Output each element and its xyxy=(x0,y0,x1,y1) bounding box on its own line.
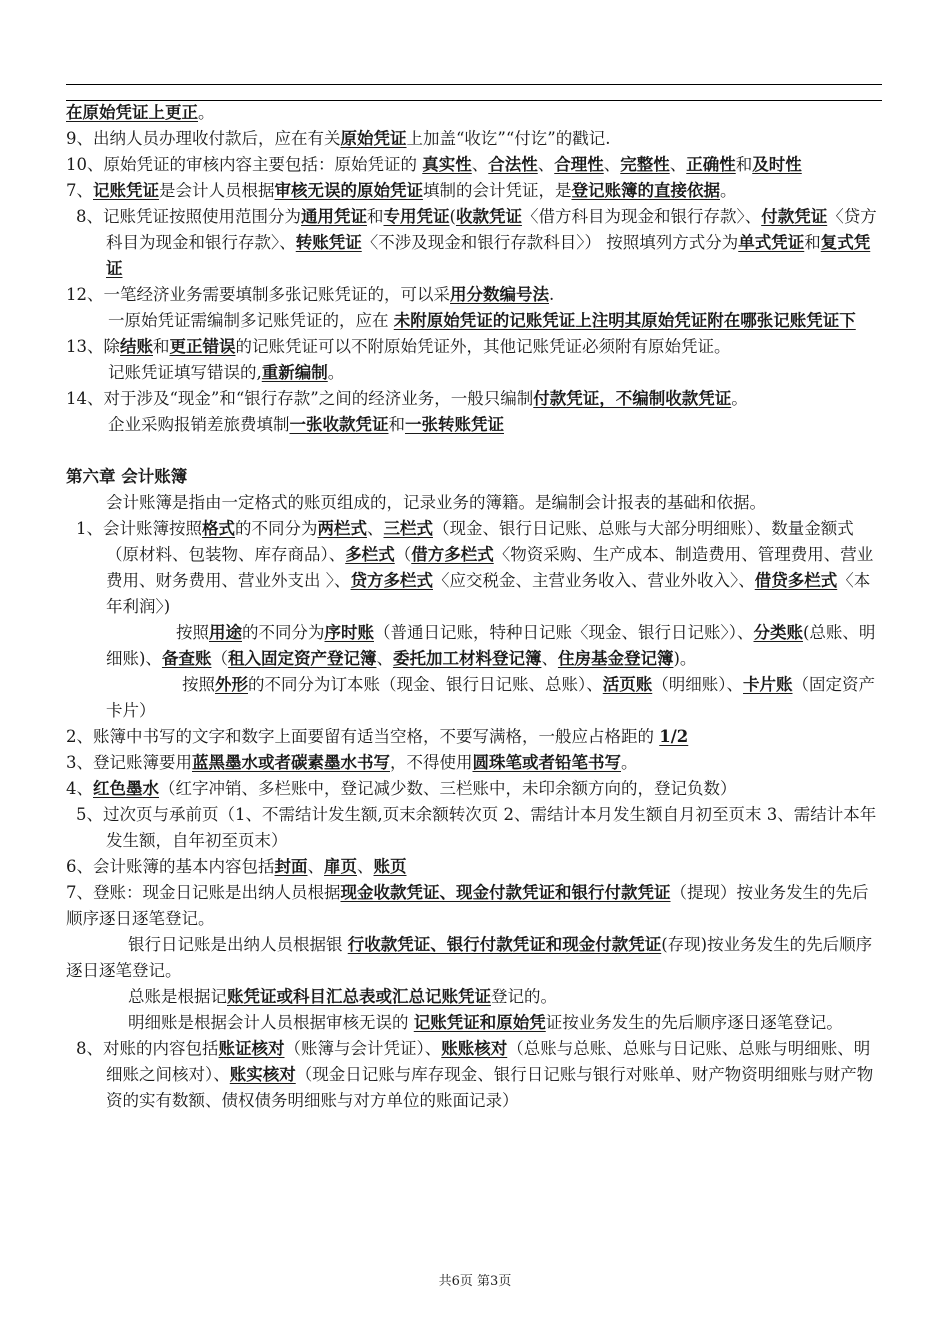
text: )。 xyxy=(673,649,697,668)
text: （总账与总账、总账与日记账、总账与明细账、明细账之间核对）、 xyxy=(106,1039,871,1084)
underlined-term: 三栏式 xyxy=(383,519,433,538)
text: 按照 xyxy=(176,623,209,642)
text: 9、出纳人员办理收付款后，应在有关 xyxy=(66,129,341,148)
ledger-item-6 xyxy=(66,854,882,880)
underlined-term: 真实性 xyxy=(422,155,472,174)
underlined-term: 贷方多栏式 xyxy=(350,571,433,590)
ledger-item-4 xyxy=(66,776,882,802)
ledger-item-3 xyxy=(66,750,882,776)
item-8-voucher xyxy=(66,204,882,282)
ledger-item-7 xyxy=(66,880,882,932)
text: 的不同分为 xyxy=(242,623,325,642)
underlined-term: 结账 xyxy=(120,337,153,356)
text: （固定资产卡片） xyxy=(106,675,875,720)
underlined-term: 行收款凭证、银行付款凭证和现金付款凭证 xyxy=(347,935,662,954)
text: （明细账）、 xyxy=(652,675,743,694)
underlined-term: 单式凭证 xyxy=(738,233,805,252)
text: 总账是根据记 xyxy=(128,987,227,1006)
underlined-term: 序时账 xyxy=(324,623,374,642)
text: 12、一笔经济业务需要填制多张记账凭证的，可以采 xyxy=(66,285,450,304)
underlined-term: 转账凭证 xyxy=(295,233,362,252)
underlined-term: 租入固定资产登记簿 xyxy=(227,649,377,668)
text: (存现)按业务发生的先后顺序逐日逐笔登记。 xyxy=(66,935,873,980)
underlined-term: 付款凭证，不编制收款凭证 xyxy=(533,389,732,408)
text: 、 xyxy=(376,649,393,668)
underlined-term: 借贷多栏式 xyxy=(754,571,838,590)
underlined-term: 原始凭证 xyxy=(340,129,407,148)
underlined-term: 记账凭证和原始凭 xyxy=(413,1013,546,1032)
item-12 xyxy=(66,282,882,308)
text: 。 xyxy=(327,363,345,382)
underlined-term: 专用凭证 xyxy=(383,207,450,226)
underlined-term: 合法性 xyxy=(488,155,538,174)
text: 证按业务发生的先后顺序逐日逐笔登记。 xyxy=(545,1013,843,1032)
underlined-term: 备查账 xyxy=(161,649,212,668)
item-12-note xyxy=(66,308,882,334)
text: 〈应交税金、主营业务收入、营业外收入〉、 xyxy=(433,571,755,590)
line-correction xyxy=(66,100,882,126)
underlined-term: 两栏式 xyxy=(317,519,367,538)
underlined-term: 用分数编号法 xyxy=(450,285,549,304)
text: 8、记账凭证按照使用范围分为 xyxy=(76,207,301,226)
text: 13、除 xyxy=(66,337,120,356)
text: 是会计人员根据 xyxy=(159,181,275,200)
underlined-term: 复式凭证 xyxy=(106,233,871,278)
underlined-term: 外形 xyxy=(215,675,248,694)
text: 14、对于涉及“现金”和“银行存款”之间的经济业务，一般只编制 xyxy=(66,389,534,408)
text: 和 xyxy=(735,155,753,174)
underlined-term: 账凭证或科目汇总表或汇总记账凭证 xyxy=(227,987,491,1006)
underlined-term: 未附原始凭证的记账凭证上注明其原始凭证附在哪张记账凭证下 xyxy=(393,311,856,330)
spacer xyxy=(66,438,882,464)
text: （现金日记账与库存现金、银行日记账与银行对账单、财产物资明细账与财产物资的实有数额、债权债务明细账与对方单位的账面记录） xyxy=(106,1065,874,1110)
underlined-term: 审核无误的原始凭证 xyxy=(274,181,423,200)
chapter-title: 第六章 会计账簿 xyxy=(66,467,188,486)
text: （ xyxy=(394,545,412,564)
underlined-term: 一张转账凭证 xyxy=(405,415,504,434)
underlined-term: 委托加工材料登记簿 xyxy=(392,649,542,668)
text: 10、原始凭证的审核内容主要包括：原始凭证的 xyxy=(66,155,423,174)
text: 、 xyxy=(537,155,555,174)
text: 和 xyxy=(153,337,170,356)
ledger-by-use xyxy=(66,620,882,672)
text: 7、登账：现金日记账是出纳人员根据 xyxy=(66,883,341,902)
text: （现金、银行日记账、总账与大部分明细账）、数量金额式（原材料、包装物、库存商品）、 xyxy=(106,519,854,564)
subsidiary-ledger xyxy=(66,1010,882,1036)
text: 、 xyxy=(471,155,489,174)
text: 3、登记账簿要用 xyxy=(66,753,192,772)
underlined-term: 一张收款凭证 xyxy=(289,415,389,434)
text: 〈本年利润〉) xyxy=(106,571,871,616)
text: 1、会计账簿按照 xyxy=(76,519,202,538)
underlined-term: 账实核对 xyxy=(229,1065,296,1084)
underlined-term: 记账凭证 xyxy=(93,181,159,200)
underlined-term: 完整性 xyxy=(620,155,670,174)
underlined-term: 登记账簿的直接依据 xyxy=(571,181,720,200)
text: 、 xyxy=(357,857,374,876)
ledger-item-8 xyxy=(66,1036,882,1114)
underlined-term: 更正错误 xyxy=(169,337,236,356)
text: 。 xyxy=(720,181,737,200)
underlined-term: 蓝黑墨水或者碳素墨水书写 xyxy=(192,753,390,772)
bank-journal xyxy=(66,932,882,984)
underlined-term: 通用凭证 xyxy=(301,207,367,226)
text: 、 xyxy=(541,649,558,668)
text: 7、 xyxy=(66,181,93,200)
text: 和 xyxy=(367,207,384,226)
text: 〈借方科目为现金和银行存款〉、 xyxy=(521,207,762,226)
text: 。 xyxy=(731,389,748,408)
text: 一原始凭证需编制多记账凭证的，应在 xyxy=(108,311,394,330)
text: (总账、明细账)、 xyxy=(106,623,876,668)
underlined-term: 圆珠笔或者铅笔书写 xyxy=(472,753,621,772)
text: 登记的。 xyxy=(491,987,557,1006)
underlined-term: 账证核对 xyxy=(218,1039,285,1058)
underlined-term: 用途 xyxy=(209,623,242,642)
header-rule-top xyxy=(66,84,882,85)
text: 和 xyxy=(804,233,821,252)
text: 。 xyxy=(198,103,215,122)
text: 按照 xyxy=(182,675,215,694)
text: 企业采购报销差旅费填制 xyxy=(108,415,290,434)
item-9 xyxy=(66,126,882,152)
underlined-term: 及时性 xyxy=(752,155,802,174)
ledger-item-2 xyxy=(66,724,882,750)
text: 4、 xyxy=(66,779,93,798)
document-body xyxy=(66,100,882,1114)
underlined-term: 1/2 xyxy=(659,727,689,746)
item-13 xyxy=(66,334,882,360)
text: 和 xyxy=(388,415,405,434)
general-ledger xyxy=(66,984,882,1010)
text: 明细账是根据会计人员根据审核无误的 xyxy=(128,1013,414,1032)
ledger-item-5: 5、过次页与承前页（1、不需结计发生额,页末余额转次页 2、需结计本月发生额自月初至页末 3、需结计本年发生额，自年初至页末） xyxy=(76,805,877,850)
underlined-term: 扉页 xyxy=(324,857,357,876)
text: ，不得使用 xyxy=(390,753,473,772)
text: （提现）按业务发生的先后顺序逐日逐笔登记。 xyxy=(66,883,869,928)
text: 、 xyxy=(307,857,324,876)
underlined-term: 住房基金登记簿 xyxy=(557,649,674,668)
text: 〈不涉及现金和银行存款科目〉） 按照填列方式分为 xyxy=(361,233,739,252)
page-footer: 共6页 第3页 xyxy=(438,1274,512,1289)
text: 、 xyxy=(603,155,621,174)
item-10 xyxy=(66,152,882,178)
underlined-term: 红色墨水 xyxy=(93,779,159,798)
text: 填制的会计凭证，是 xyxy=(423,181,572,200)
item-14-note xyxy=(66,412,882,438)
text: 、 xyxy=(669,155,687,174)
item-13-note xyxy=(66,360,882,386)
underlined-term: 封面 xyxy=(274,857,308,876)
underlined-term: 现金收款凭证、现金付款凭证和银行付款凭证 xyxy=(340,883,671,902)
chapter-intro: 会计账簿是指由一定格式的账页组成的，记录业务的簿籍。是编制会计报表的基础和依据。 xyxy=(106,493,766,512)
text: 记账凭证填写错误的, xyxy=(108,363,262,382)
text: （ xyxy=(211,649,228,668)
underlined-term: 多栏式 xyxy=(345,545,395,564)
text: 的不同分为 xyxy=(235,519,318,538)
underlined-term: 合理性 xyxy=(554,155,604,174)
text: 〈贷方科目为现金和银行存款〉、 xyxy=(106,207,877,252)
ledger-item-1 xyxy=(66,516,882,620)
underlined-term: 正确性 xyxy=(686,155,736,174)
text: 。 xyxy=(621,753,638,772)
underlined-term: 账账核对 xyxy=(441,1039,508,1058)
underlined-term: 账页 xyxy=(373,857,407,876)
underlined-term: 在原始凭证上更正 xyxy=(66,103,198,122)
text: （红字冲销、多栏账中，登记减少数、三栏账中，未印余额方向的，登记负数） xyxy=(159,779,737,798)
underlined-term: 借方多栏式 xyxy=(411,545,494,564)
text: 的不同分为订本账（现金、银行日记账、总账）、 xyxy=(248,675,603,694)
item-7-voucher xyxy=(66,178,882,204)
text: 上加盖“收讫”“付讫”的戳记. xyxy=(406,129,611,148)
text: 、 xyxy=(367,519,384,538)
item-14 xyxy=(66,386,882,412)
text: ( xyxy=(449,207,456,226)
underlined-term: 分类账 xyxy=(753,623,803,642)
text: 6、会计账簿的基本内容包括 xyxy=(66,857,275,876)
text: . xyxy=(549,285,555,304)
text: （普通日记账，特种日记账〈现金、银行日记账〉）、 xyxy=(374,623,754,642)
text: 〈物资采购、生产成本、制造费用、管理费用、营业费用、财务费用、营业外支出 〉、 xyxy=(106,545,874,590)
text: 银行日记账是出纳人员根据银 xyxy=(128,935,348,954)
underlined-term: 收款凭证 xyxy=(455,207,522,226)
underlined-term: 格式 xyxy=(202,519,235,538)
ledger-by-form xyxy=(66,672,882,724)
underlined-term: 付款凭证 xyxy=(761,207,828,226)
underlined-term: 重新编制 xyxy=(261,363,328,382)
underlined-term: 卡片账 xyxy=(743,675,793,694)
text: （账簿与会计凭证）、 xyxy=(284,1039,442,1058)
text: 的记账凭证可以不附原始凭证外，其他记账凭证必须附有原始凭证。 xyxy=(235,337,731,356)
text: 8、对账的内容包括 xyxy=(76,1039,219,1058)
text: 2、账簿中书写的文字和数字上面要留有适当空格，不要写满格，一般应占格距的 xyxy=(66,727,660,746)
underlined-term: 活页账 xyxy=(602,675,653,694)
